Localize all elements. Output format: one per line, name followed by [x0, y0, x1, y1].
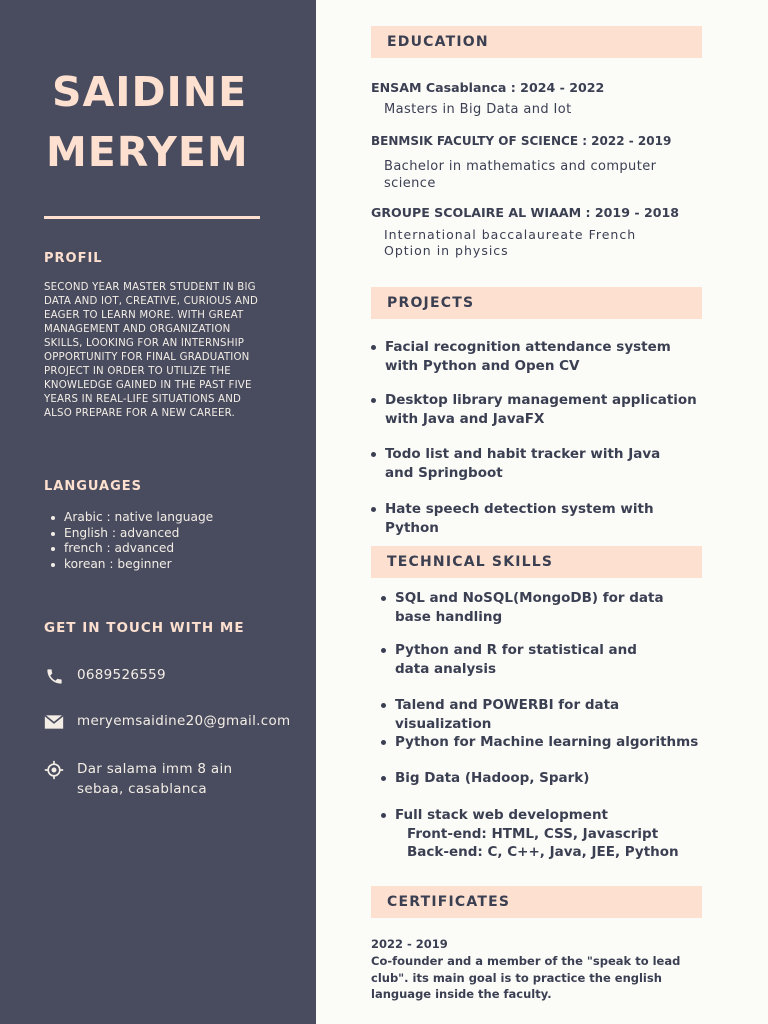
education-title: ENSAM Casablanca : 2024 - 2022 [371, 80, 605, 95]
certificate-date: 2022 - 2019 [371, 937, 448, 951]
skill-item: Python and R for statistical and data analysis [395, 641, 675, 678]
sidebar [0, 0, 316, 1024]
education-title: BENMSIK FACULTY OF SCIENCE : 2022 - 2019 [371, 134, 672, 148]
profil-heading: PROFIL [44, 251, 103, 266]
skill-item: Talend and POWERBI for data visualization [395, 696, 715, 733]
project-item: Desktop library management application with Java and JavaFX [385, 391, 705, 428]
contact-email [44, 712, 307, 732]
location-icon [44, 760, 64, 780]
contact-address [44, 760, 257, 799]
skill-subitem-backend: Back-end: C, C++, Java, JEE, Python [407, 844, 679, 860]
project-item: Hate speech detection system with Python [385, 500, 705, 537]
project-item: Facial recognition attendance system with Python and Open CV [385, 338, 705, 375]
email-address[interactable]: meryemsaidine20@gmail.com [77, 713, 291, 729]
contact-phone [44, 666, 277, 686]
certificates-heading: CERTIFICATES [371, 886, 702, 918]
contact-heading: GET IN TOUCH WITH ME [44, 620, 245, 636]
projects-heading: PROJECTS [371, 287, 702, 319]
education-detail: Bachelor in mathematics and computer science [384, 159, 657, 191]
education-detail: International baccalaureate French Option in physics [384, 227, 637, 258]
education-detail: Masters in Big Data and Iot [384, 102, 572, 117]
skill-subitem-frontend: Front-end: HTML, CSS, Javascript [407, 825, 659, 842]
candidate-name [46, 62, 276, 182]
address-text: Dar salama imm 8 ain sebaa, casablanca [77, 761, 233, 797]
first-name: SAIDINE [52, 68, 248, 116]
languages-list [44, 510, 213, 572]
skill-item: Big Data (Hadoop, Spark) [395, 769, 715, 788]
project-item: Todo list and habit tracker with Java and Springboot [385, 445, 690, 482]
certificate-text: Co-founder and a member of the "speak to lead club". its main goal is to practice the english language inside the faculty. [371, 954, 681, 1001]
profil-text: SECOND YEAR MASTER STUDENT IN BIG DATA AND IOT, CREATIVE, CURIOUS AND EAGER TO LEARN MORE. WITH GREAT MANAGEMENT AND ORGANIZATION SKILLS, LOOKING FOR AN INTERNSHIP OPPORTUNITY FOR FINAL GRADUATION PROJECT IN ORDER TO UTILIZE THE KNOWLEDGE GAINED IN THE PAST FIVE YEARS IN REAL-LIFE SITUATIONS AND ALSO PREPARE FOR A NEW CAREER. [44, 282, 259, 419]
phone-number[interactable]: 0689526559 [77, 667, 166, 683]
phone-icon [44, 666, 64, 686]
education-heading: EDUCATION [371, 26, 702, 58]
last-name: MERYEM [46, 128, 249, 176]
skills-heading: TECHNICAL SKILLS [371, 546, 702, 578]
language-item: Arabic : native language [44, 510, 213, 526]
education-title: GROUPE SCOLAIRE AL WIAAM : 2019 - 2018 [371, 205, 680, 220]
language-item: korean : beginner [44, 557, 213, 573]
name-divider [44, 216, 260, 219]
skill-item-fullstack [395, 806, 715, 862]
skill-item: SQL and NoSQL(MongoDB) for data base handling [395, 589, 700, 626]
language-item: french : advanced [44, 541, 213, 557]
language-item: English : advanced [44, 526, 213, 542]
languages-heading: LANGUAGES [44, 479, 143, 494]
skill-item-label: Full stack web development [395, 807, 609, 823]
email-icon [44, 712, 64, 732]
skill-item: Python for Machine learning algorithms [395, 733, 715, 752]
